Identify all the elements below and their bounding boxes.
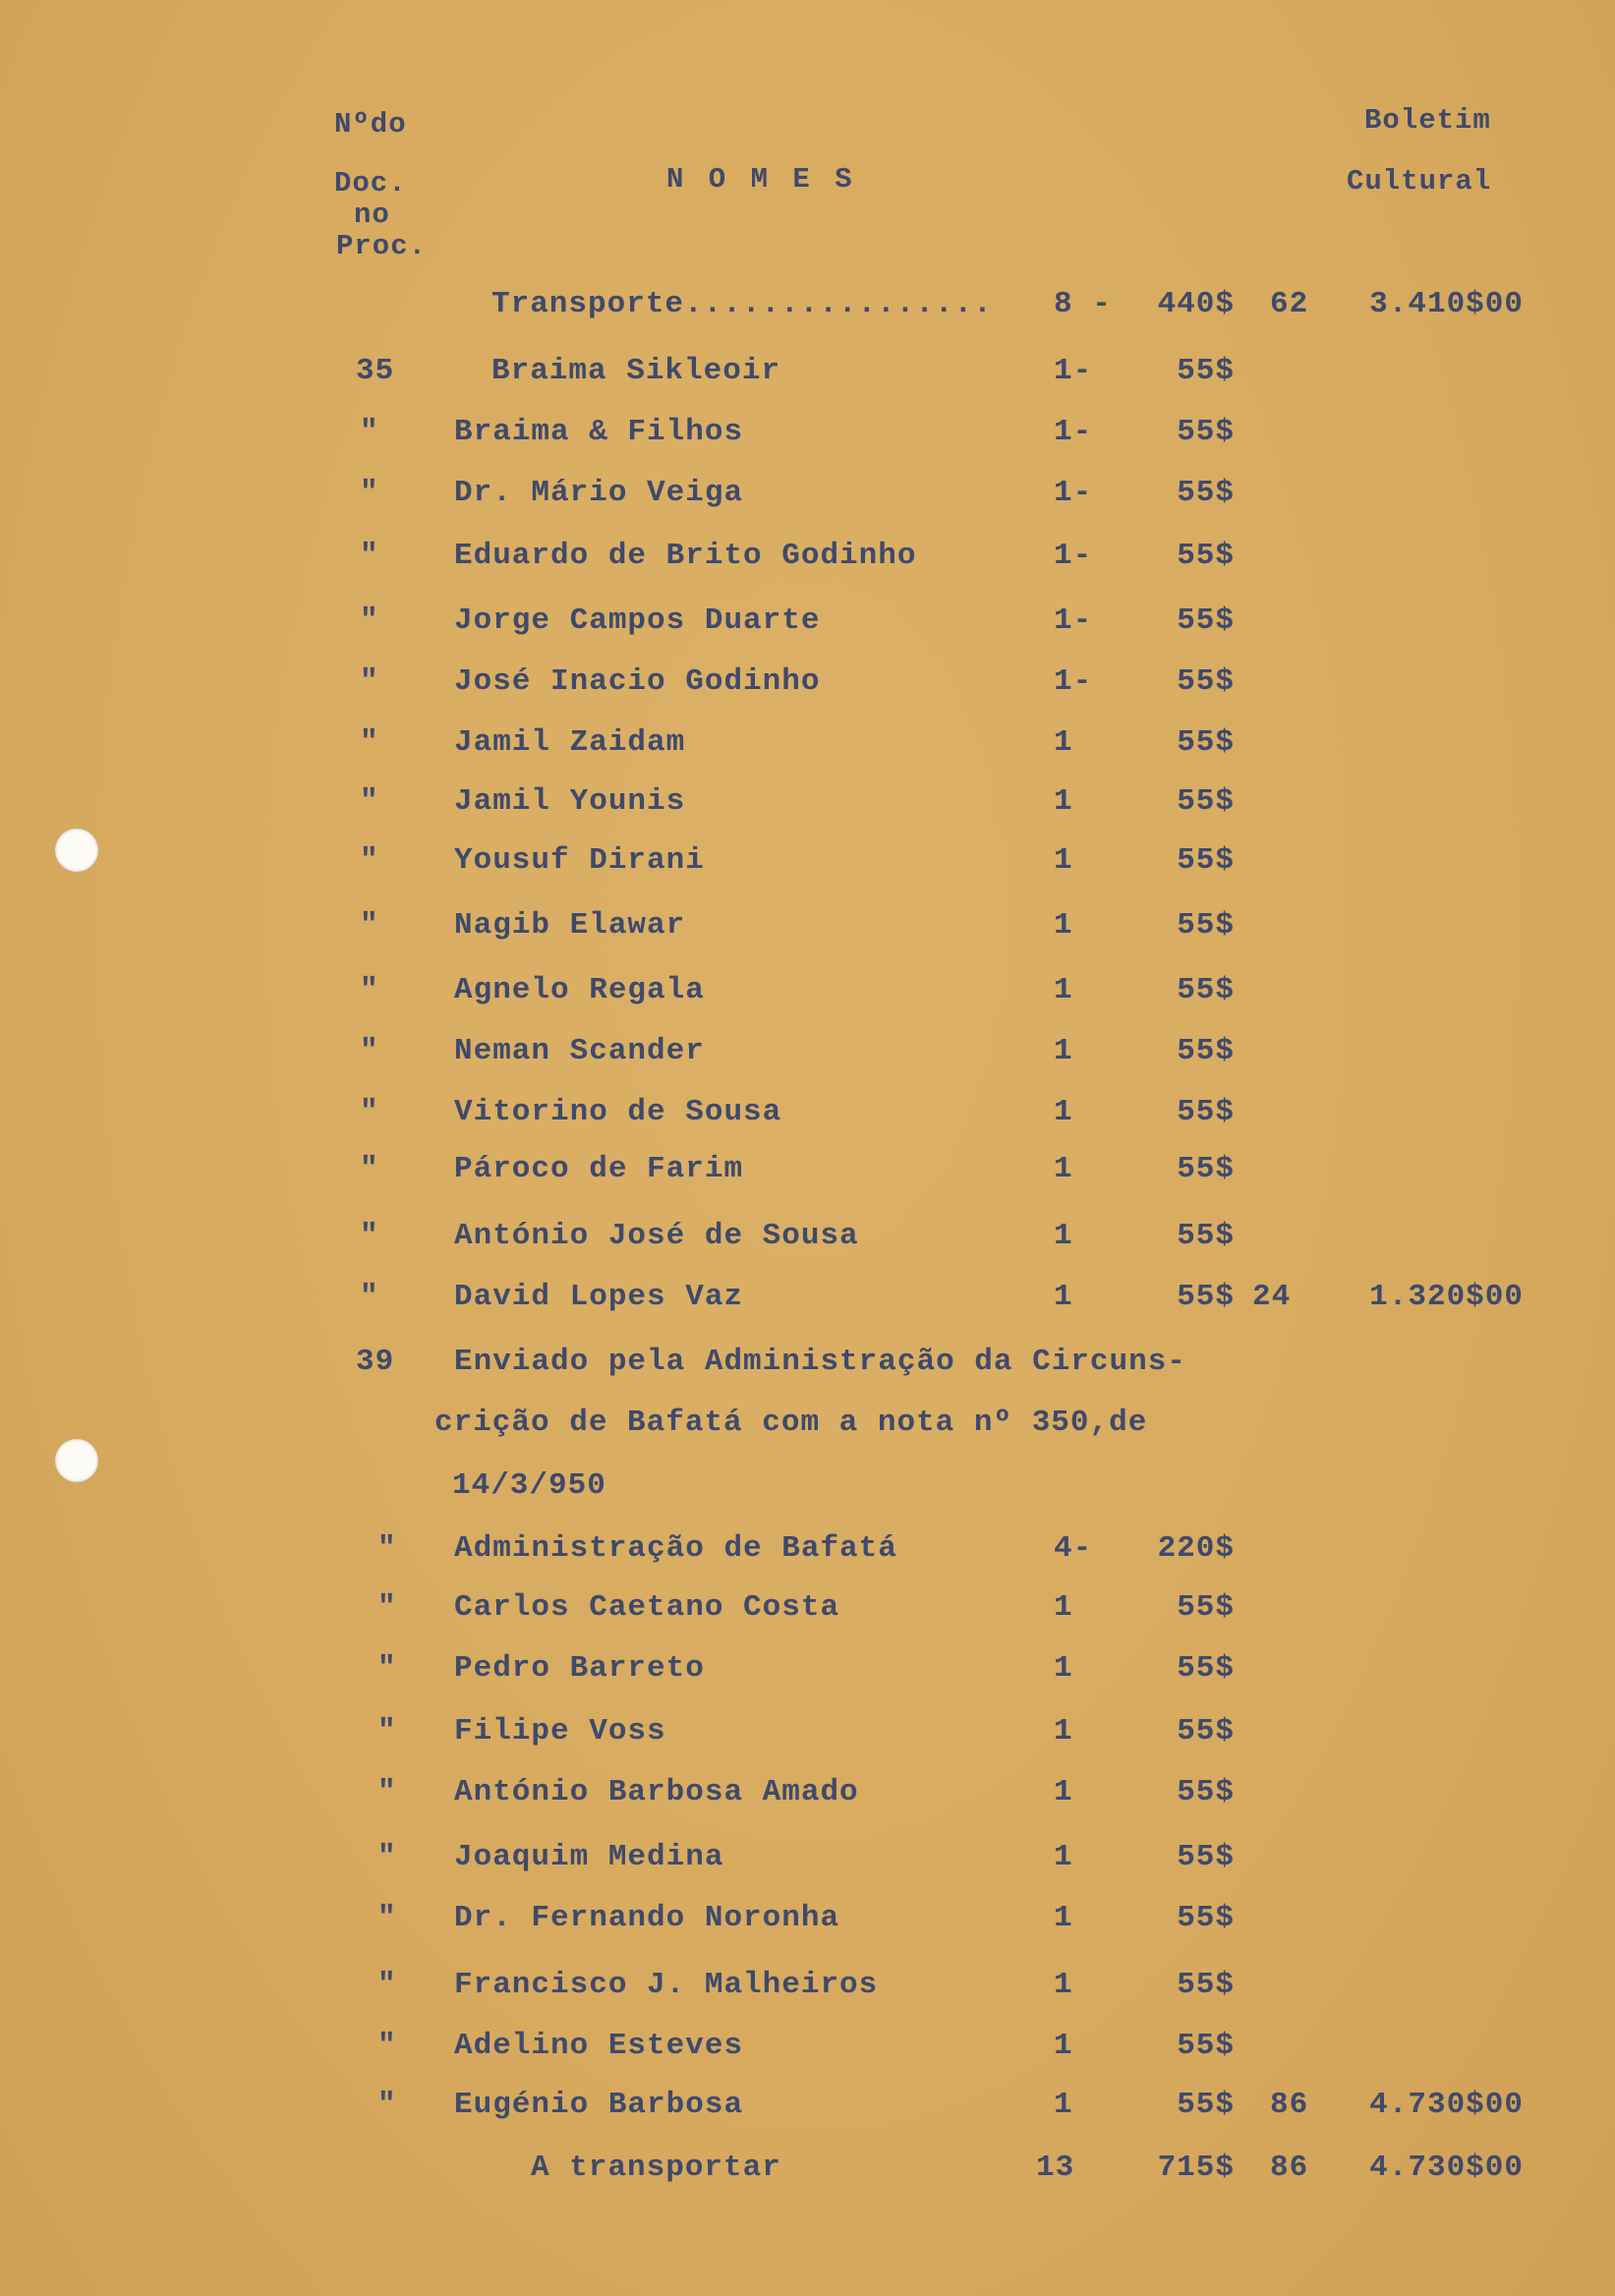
row-doc: " <box>360 1152 379 1186</box>
row-doc: " <box>360 1034 379 1068</box>
row-amount: 55$ <box>1177 1651 1235 1686</box>
row-doc: " <box>377 1531 397 1566</box>
row-name: Jorge Campos Duarte <box>454 603 821 638</box>
row-doc: " <box>360 415 379 449</box>
row-amount: 55$ <box>1177 664 1235 699</box>
row-qty: 1 <box>1054 908 1073 943</box>
row-name: Dr. Fernando Noronha <box>454 1901 840 1935</box>
row-name: Yousuf Dirani <box>454 843 705 878</box>
row-name: José Inacio Godinho <box>454 664 821 699</box>
row-qty: 1 <box>1054 2029 1073 2063</box>
transport-in-qty: 8 - <box>1054 287 1112 321</box>
row-amount: 55$ <box>1177 973 1235 1007</box>
row-name: Joaquim Medina <box>454 1840 724 1874</box>
row-name: Braima & Filhos <box>454 415 744 449</box>
row-doc: 35 <box>356 354 395 388</box>
row-qty: 1 <box>1054 1219 1073 1253</box>
transport-out-amount: 715$ <box>1157 2151 1235 2185</box>
transport-in-label: Transporte................ <box>491 287 993 321</box>
row-qty: 1 <box>1054 2088 1073 2122</box>
note-doc: 39 <box>356 1345 395 1379</box>
row-qty: 1 <box>1054 1280 1073 1314</box>
row-name: António José de Sousa <box>454 1219 859 1253</box>
row-qty: 1- <box>1054 539 1093 573</box>
row-name: Filipe Voss <box>454 1714 666 1749</box>
row-name: Dr. Mário Veiga <box>454 476 744 510</box>
row-amount: 55$ <box>1177 2088 1235 2122</box>
row-qty: 1 <box>1054 1590 1073 1625</box>
row-amount: 55$ <box>1177 1775 1235 1809</box>
row-name: David Lopes Vaz <box>454 1280 744 1314</box>
row-name: Nagib Elawar <box>454 908 686 943</box>
header-doc-line-1: Nºdo <box>334 108 407 141</box>
row-amount: 220$ <box>1157 1531 1235 1566</box>
punch-hole <box>55 1439 98 1482</box>
row-amount: 55$ <box>1177 539 1235 573</box>
row-doc: " <box>360 1219 379 1253</box>
header-doc-line-2: Doc. <box>334 167 407 200</box>
row-qty: 1 <box>1054 784 1073 819</box>
transport-in-count: 62 <box>1270 287 1309 321</box>
row-amount: 55$ <box>1177 476 1235 510</box>
row-qty: 1 <box>1054 1152 1073 1186</box>
header-names: N O M E S <box>666 163 856 196</box>
row-qty: 1 <box>1054 973 1073 1007</box>
row-doc: " <box>360 603 379 638</box>
row-qty: 1 <box>1054 843 1073 878</box>
row-doc: " <box>377 1840 397 1874</box>
row-amount: 55$ <box>1177 603 1235 638</box>
row-total: 4.730$00 <box>1369 2088 1524 2122</box>
row-name: Jamil Zaidam <box>454 725 686 760</box>
header-boletim-line-1: Boletim <box>1364 104 1491 137</box>
row-name: Neman Scander <box>454 1034 705 1068</box>
row-qty: 1- <box>1054 415 1093 449</box>
punch-hole <box>55 829 98 872</box>
row-amount: 55$ <box>1177 415 1235 449</box>
row-doc: " <box>377 1714 397 1749</box>
row-qty: 4- <box>1054 1531 1093 1566</box>
row-name: Francisco J. Malheiros <box>454 1968 879 2002</box>
row-doc: " <box>377 1590 397 1625</box>
header-doc-line-4: Proc. <box>336 230 428 262</box>
row-doc: " <box>360 973 379 1007</box>
row-qty: 1 <box>1054 1095 1073 1129</box>
transport-in-total: 3.410$00 <box>1369 287 1524 321</box>
row-name: Carlos Caetano Costa <box>454 1590 840 1625</box>
row-amount: 55$ <box>1177 1590 1235 1625</box>
row-count: 24 <box>1252 1280 1292 1314</box>
row-amount: 55$ <box>1177 1095 1235 1129</box>
transport-out-count: 86 <box>1270 2151 1309 2185</box>
row-count: 86 <box>1270 2088 1309 2122</box>
row-name: Pároco de Farim <box>454 1152 744 1186</box>
row-doc: " <box>377 1651 397 1686</box>
row-amount: 55$ <box>1177 2029 1235 2063</box>
row-name: António Barbosa Amado <box>454 1775 859 1809</box>
row-qty: 1 <box>1054 1968 1073 2002</box>
note-line-3: 14/3/950 <box>452 1468 606 1503</box>
row-name: Agnelo Regala <box>454 973 705 1007</box>
row-amount: 55$ <box>1177 1840 1235 1874</box>
transport-out-qty: 13 <box>1036 2151 1075 2185</box>
row-qty: 1- <box>1054 603 1093 638</box>
transport-in-amount: 440$ <box>1157 287 1235 321</box>
row-total: 1.320$00 <box>1369 1280 1524 1314</box>
row-doc: " <box>360 784 379 819</box>
row-doc: " <box>360 725 379 760</box>
row-amount: 55$ <box>1177 1714 1235 1749</box>
row-doc: " <box>360 476 379 510</box>
transport-out-label: A transportar <box>531 2151 781 2185</box>
row-amount: 55$ <box>1177 1280 1235 1314</box>
row-name: Administração de Bafatá <box>454 1531 897 1566</box>
row-name: Eduardo de Brito Godinho <box>454 539 917 573</box>
row-doc: " <box>377 2088 397 2122</box>
header-doc-line-3: no <box>354 199 390 231</box>
row-doc: " <box>360 1280 379 1314</box>
row-doc: " <box>360 843 379 878</box>
row-name: Adelino Esteves <box>454 2029 744 2063</box>
row-doc: " <box>377 1775 397 1809</box>
note-line-2: crição de Bafatá com a nota nº 350,de <box>434 1406 1148 1440</box>
row-doc: " <box>377 2029 397 2063</box>
transport-out-total: 4.730$00 <box>1369 2151 1524 2185</box>
row-qty: 1 <box>1054 1840 1073 1874</box>
row-amount: 55$ <box>1177 1034 1235 1068</box>
row-name: Jamil Younis <box>454 784 686 819</box>
row-doc: " <box>360 908 379 943</box>
header-boletim-line-2: Cultural <box>1347 165 1492 198</box>
row-qty: 1 <box>1054 1714 1073 1749</box>
row-qty: 1 <box>1054 1034 1073 1068</box>
row-amount: 55$ <box>1177 354 1235 388</box>
row-qty: 1 <box>1054 1775 1073 1809</box>
row-doc: " <box>377 1901 397 1935</box>
row-amount: 55$ <box>1177 1152 1235 1186</box>
row-qty: 1 <box>1054 1651 1073 1686</box>
row-amount: 55$ <box>1177 843 1235 878</box>
row-name: Pedro Barreto <box>454 1651 705 1686</box>
row-doc: " <box>377 1968 397 2002</box>
row-qty: 1- <box>1054 664 1093 699</box>
row-amount: 55$ <box>1177 1219 1235 1253</box>
row-qty: 1- <box>1054 354 1093 388</box>
row-amount: 55$ <box>1177 784 1235 819</box>
row-doc: " <box>360 664 379 699</box>
row-amount: 55$ <box>1177 1901 1235 1935</box>
row-name: Vitorino de Sousa <box>454 1095 782 1129</box>
row-name: Eugénio Barbosa <box>454 2088 744 2122</box>
row-doc: " <box>360 539 379 573</box>
row-doc: " <box>360 1095 379 1129</box>
note-line-1: Enviado pela Administração da Circuns- <box>454 1345 1186 1379</box>
row-name: Braima Sikleoir <box>491 354 781 388</box>
row-qty: 1 <box>1054 725 1073 760</box>
row-qty: 1- <box>1054 476 1093 510</box>
row-amount: 55$ <box>1177 908 1235 943</box>
row-amount: 55$ <box>1177 1968 1235 2002</box>
row-amount: 55$ <box>1177 725 1235 760</box>
row-qty: 1 <box>1054 1901 1073 1935</box>
